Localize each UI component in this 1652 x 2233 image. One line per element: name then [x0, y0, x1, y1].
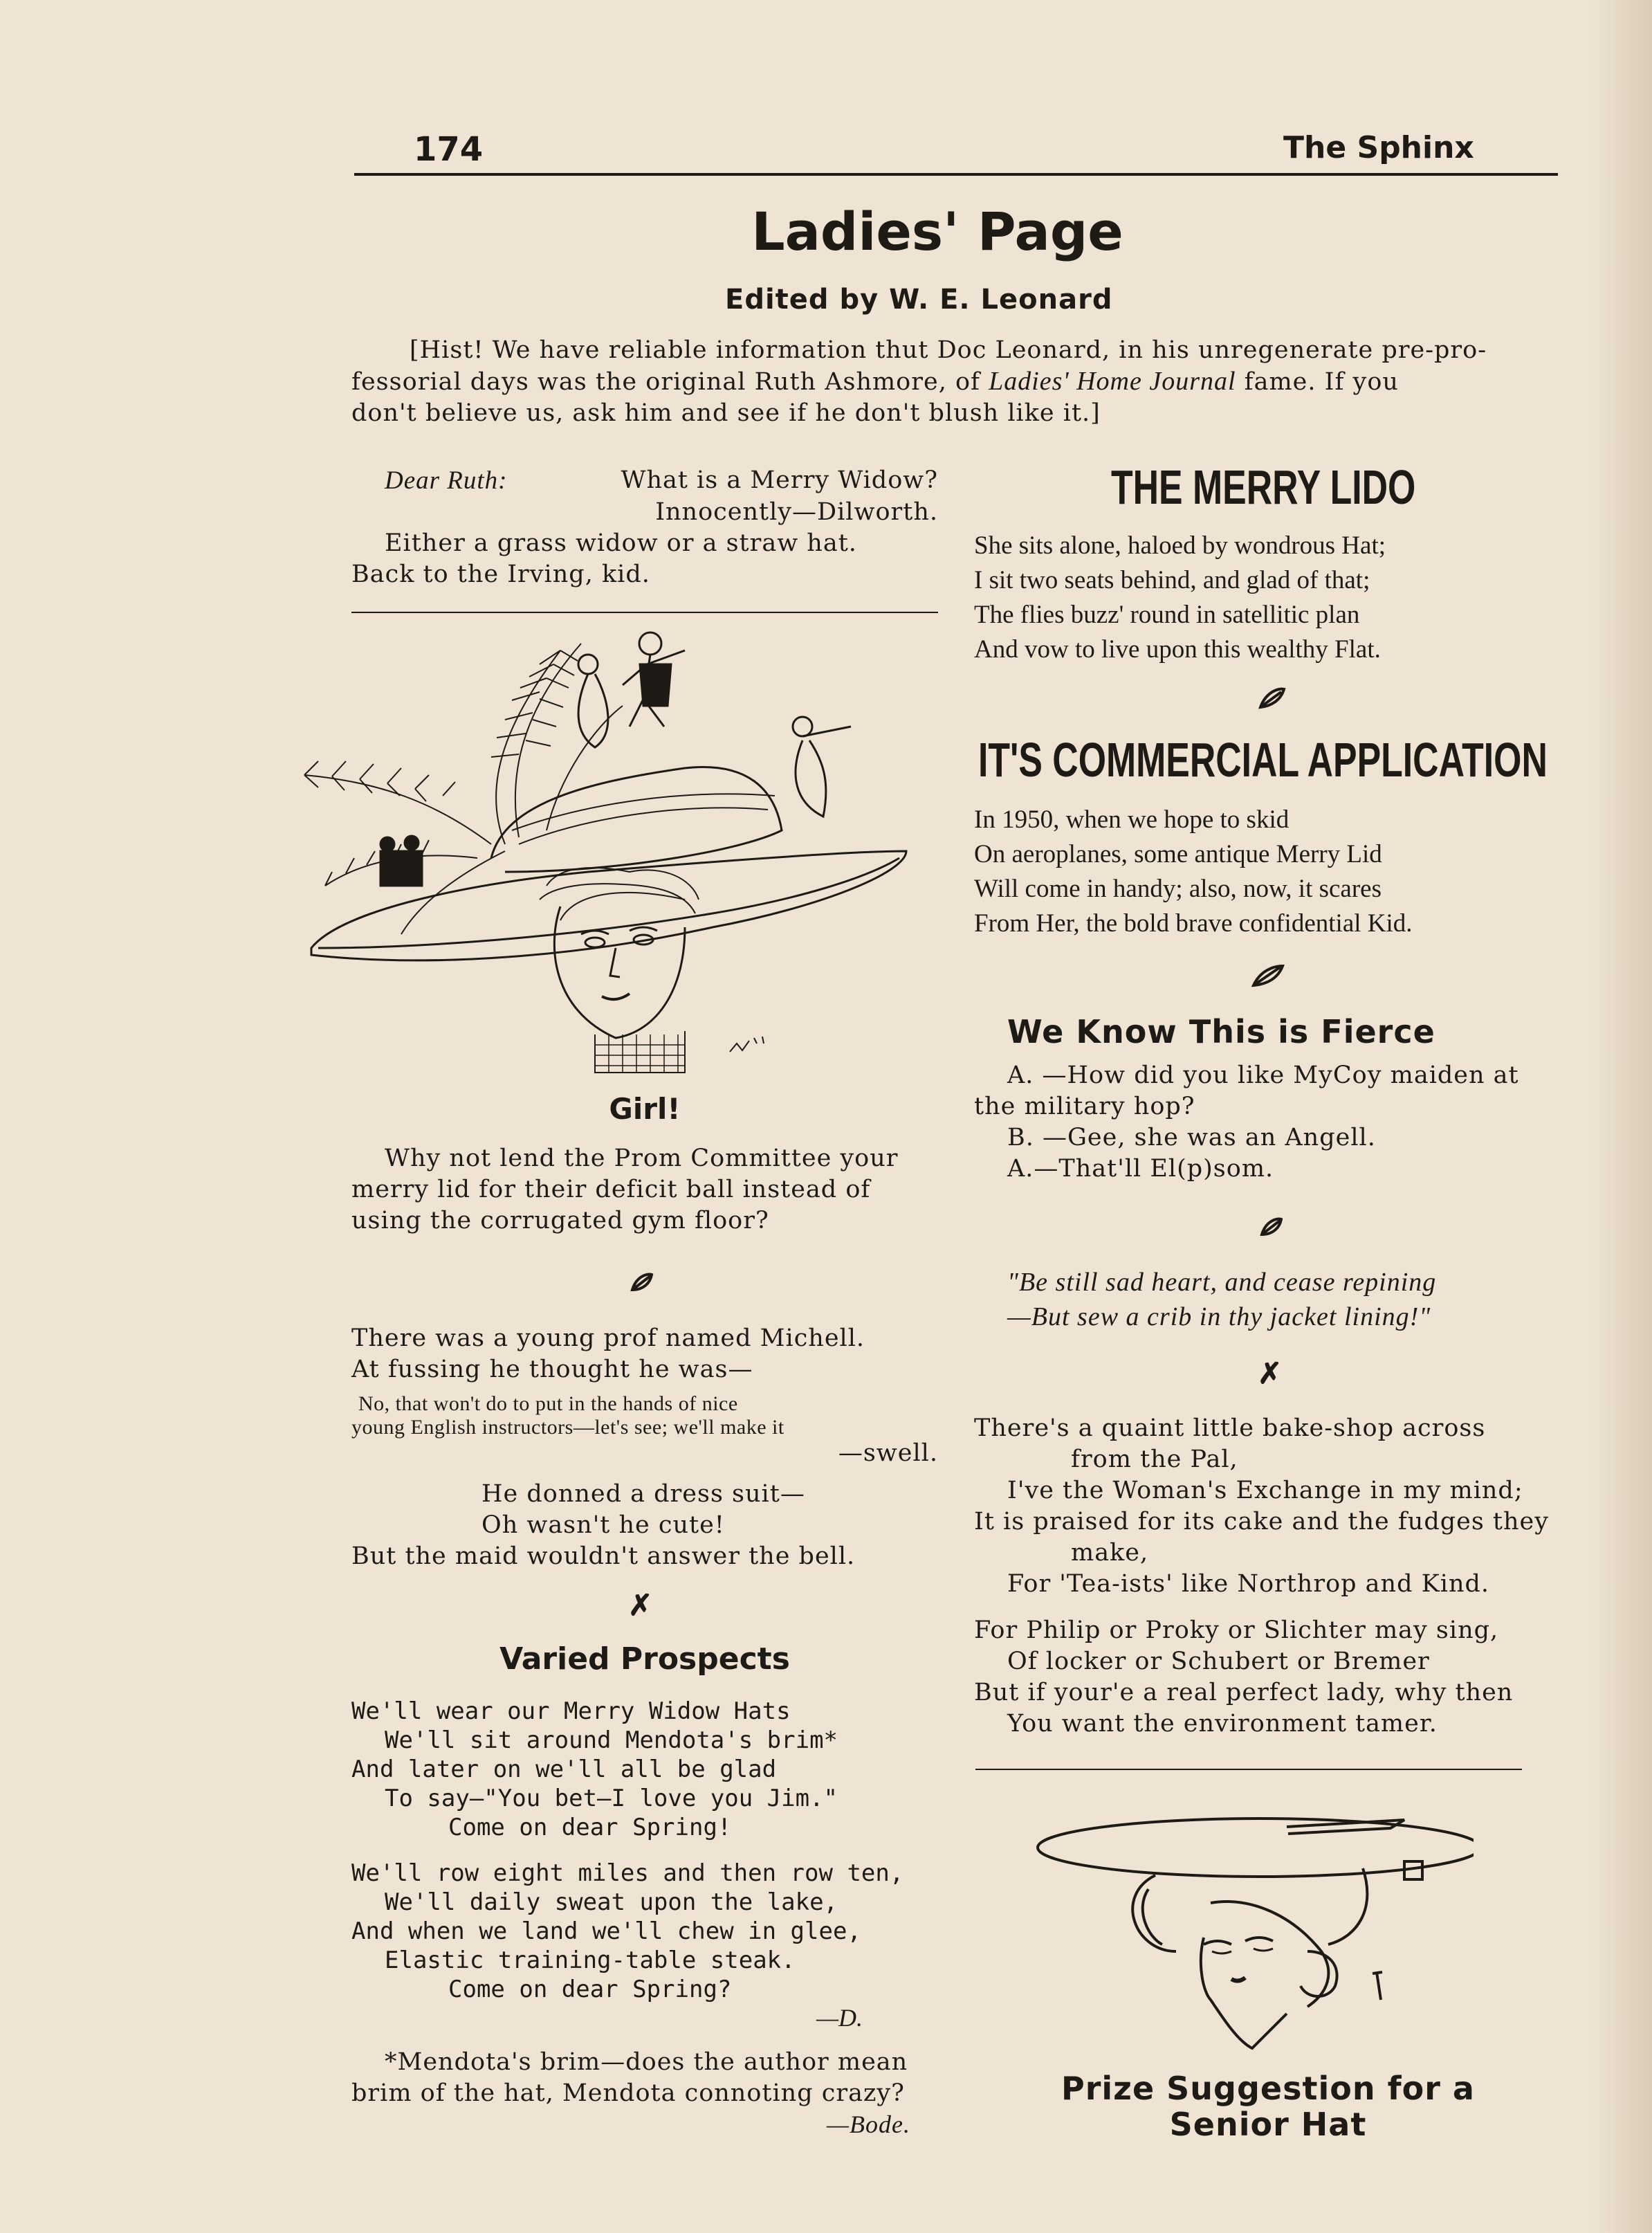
section-rule: [975, 1769, 1522, 1770]
publication-name: The Sphinx: [1283, 130, 1474, 165]
leaf-ornament-icon: [1259, 1216, 1284, 1237]
poem-line: Elastic training-table steak.: [385, 1947, 796, 1974]
caption-line: Prize Suggestion for a: [1061, 2070, 1475, 2107]
page-edge-shadow: [1590, 0, 1652, 2233]
leaf-ornament-icon: [1251, 963, 1285, 988]
footnote-line: *Mendota's brim—does the author mean: [385, 2048, 908, 2076]
limerick-line: There was a young prof named Michell.: [351, 1324, 865, 1352]
dialogue-line: A.—That'll El(p)som.: [1007, 1155, 1274, 1183]
poem-line: Come on dear Spring?: [448, 1976, 732, 2003]
girl-line: Why not lend the Prom Committee your: [385, 1145, 899, 1172]
merry-widow-hat-illustration: [297, 623, 920, 1079]
limerick-line: Oh wasn't he cute!: [481, 1511, 725, 1539]
poem-line: But if your'e a real perfect lady, why then: [974, 1679, 1514, 1706]
dialogue-line: the military hop?: [974, 1093, 1195, 1120]
intro-line: [Hist! We have reliable information thut Doc Leonard, in his unregenerate pre-pro-: [410, 336, 1487, 364]
leaf-ornament-icon: [1258, 686, 1287, 710]
page-title: Ladies' Page: [751, 201, 1123, 262]
x-ornament-icon: ✗: [628, 1588, 653, 1622]
section-rule: [351, 612, 938, 613]
intro-journal-title: Ladies' Home Journal: [989, 367, 1236, 396]
intro-line: [351, 366, 1562, 398]
x-ornament-icon: ✗: [1258, 1356, 1283, 1390]
quote: [1007, 1265, 1436, 1334]
poem-line: make,: [1071, 1539, 1149, 1567]
poem-line: On aeroplanes, some antique Merry Lid: [974, 840, 1382, 868]
leaf-ornament-icon: [630, 1272, 654, 1293]
poem-line: And later on we'll all be glad: [351, 1756, 777, 1783]
letter-salutation: Dear Ruth:: [385, 466, 508, 495]
dialogue-line: B. —Gee, she was an Angell.: [1007, 1124, 1376, 1151]
poem-line: I've the Woman's Exchange in my mind;: [1007, 1477, 1523, 1504]
girl-line: merry lid for their deficit ball instead of: [351, 1176, 871, 1203]
limerick-aside-end: —swell.: [838, 1439, 938, 1467]
letter-question: What is a Merry Widow?: [621, 466, 938, 494]
poem-line: And when we land we'll chew in glee,: [351, 1917, 861, 1945]
letter-answer: Back to the Irving, kid.: [351, 560, 650, 588]
letter-section: [351, 465, 938, 590]
poem-line: Will come in handy; also, now, it scares: [974, 875, 1382, 903]
poem-line: In 1950, when we hope to skid: [974, 805, 1290, 834]
poem-line: For 'Tea-ists' like Northrop and Kind.: [1007, 1570, 1490, 1598]
varied-prospects-heading: Varied Prospects: [499, 1641, 790, 1677]
limerick: [351, 1323, 938, 1385]
poem-line: We'll sit around Mendota's brim*: [385, 1726, 838, 1754]
letter-signature: Innocently—Dilworth.: [655, 498, 938, 526]
poem-line: We'll wear our Merry Widow Hats: [351, 1697, 791, 1725]
limerick-line: He donned a dress suit—: [481, 1480, 805, 1508]
poem-line: Of locker or Schubert or Bremer: [1007, 1648, 1430, 1675]
dialogue-line: A. —How did you like MyCoy maiden at: [1007, 1061, 1519, 1089]
footnote-line: brim of the hat, Mendota connoting crazy?: [351, 2079, 905, 2107]
poem-line: We'll daily sweat upon the lake,: [385, 1888, 838, 1916]
girl-line: using the corrugated gym floor?: [351, 1207, 769, 1234]
poem-line: Come on dear Spring!: [448, 1814, 732, 1841]
limerick-line: At fussing he thought he was—: [351, 1356, 753, 1383]
header-rule: [354, 173, 1558, 176]
footnote-signature: —Bode.: [827, 2111, 910, 2138]
poem-line: We'll row eight miles and then row ten,: [351, 1859, 904, 1887]
poem-line: From Her, the bold brave confidential Kid.: [974, 909, 1413, 938]
poem-line: I sit two seats behind, and glad of that;: [974, 566, 1370, 594]
letter-answer: Either a grass widow or a straw hat.: [385, 529, 857, 557]
poem-line: The flies buzz' round in satellitic plan: [974, 601, 1360, 629]
poem-line: For Philip or Proky or Slichter may sing,: [974, 1616, 1499, 1644]
page-number: 174: [414, 130, 484, 169]
senior-hat-illustration: [1031, 1813, 1474, 2062]
poem-line: from the Pal,: [1071, 1446, 1238, 1473]
merry-lido-heading: THE MERRY LIDO: [1111, 460, 1416, 514]
poem-line: And vow to live upon this wealthy Flat.: [974, 635, 1381, 664]
byline: Edited by W. E. Leonard: [725, 284, 1113, 316]
girl-heading: Girl!: [609, 1092, 681, 1126]
merry-lido-poem: [974, 529, 1562, 667]
fierce-dialogue: [974, 1060, 1562, 1185]
quote-line: —But sew a crib in thy jacket lining!": [1007, 1302, 1431, 1331]
intro-text: fame. If you: [1236, 368, 1399, 396]
limerick-aside: [351, 1392, 938, 1439]
limerick-line: But the maid wouldn't answer the bell.: [351, 1542, 856, 1570]
varied-prospects-signature: —D.: [816, 2004, 863, 2032]
prize-caption: [974, 2070, 1562, 2142]
varied-prospects-stanza-2: [351, 1859, 938, 2004]
intro-line: don't believe us, ask him and see if he don't blush like it.]: [351, 399, 1101, 427]
fierce-heading: We Know This is Fierce: [1007, 1013, 1435, 1050]
varied-prospects-stanza-1: [351, 1697, 938, 1842]
commercial-poem: [974, 803, 1562, 941]
footnote: [351, 2047, 938, 2140]
girl-text: [351, 1143, 938, 1237]
commercial-heading: IT'S COMMERCIAL APPLICATION: [978, 733, 1548, 787]
poem-line: There's a quaint little bake-shop across: [974, 1414, 1486, 1442]
quote-line: "Be still sad heart, and cease repining: [1007, 1268, 1437, 1297]
poem-line: She sits alone, haloed by wondrous Hat;: [974, 531, 1386, 560]
poem-line: To say—"You bet—I love you Jim.": [385, 1785, 838, 1812]
limerick-cont: [351, 1438, 938, 1572]
caption-line: Senior Hat: [1169, 2106, 1367, 2143]
intro-text: fessorial days was the original Ruth Ashmore, of: [351, 368, 989, 396]
poem-line: You want the environment tamer.: [1007, 1710, 1438, 1738]
poem-line: It is praised for its cake and the fudges they: [974, 1508, 1550, 1535]
bakeshop-poem: [974, 1413, 1562, 1740]
aside-line: No, that won't do to put in the hands of nice: [358, 1392, 738, 1415]
aside-line: young English instructors—let's see; we'll make it: [351, 1416, 784, 1439]
intro-note: [351, 335, 1562, 429]
